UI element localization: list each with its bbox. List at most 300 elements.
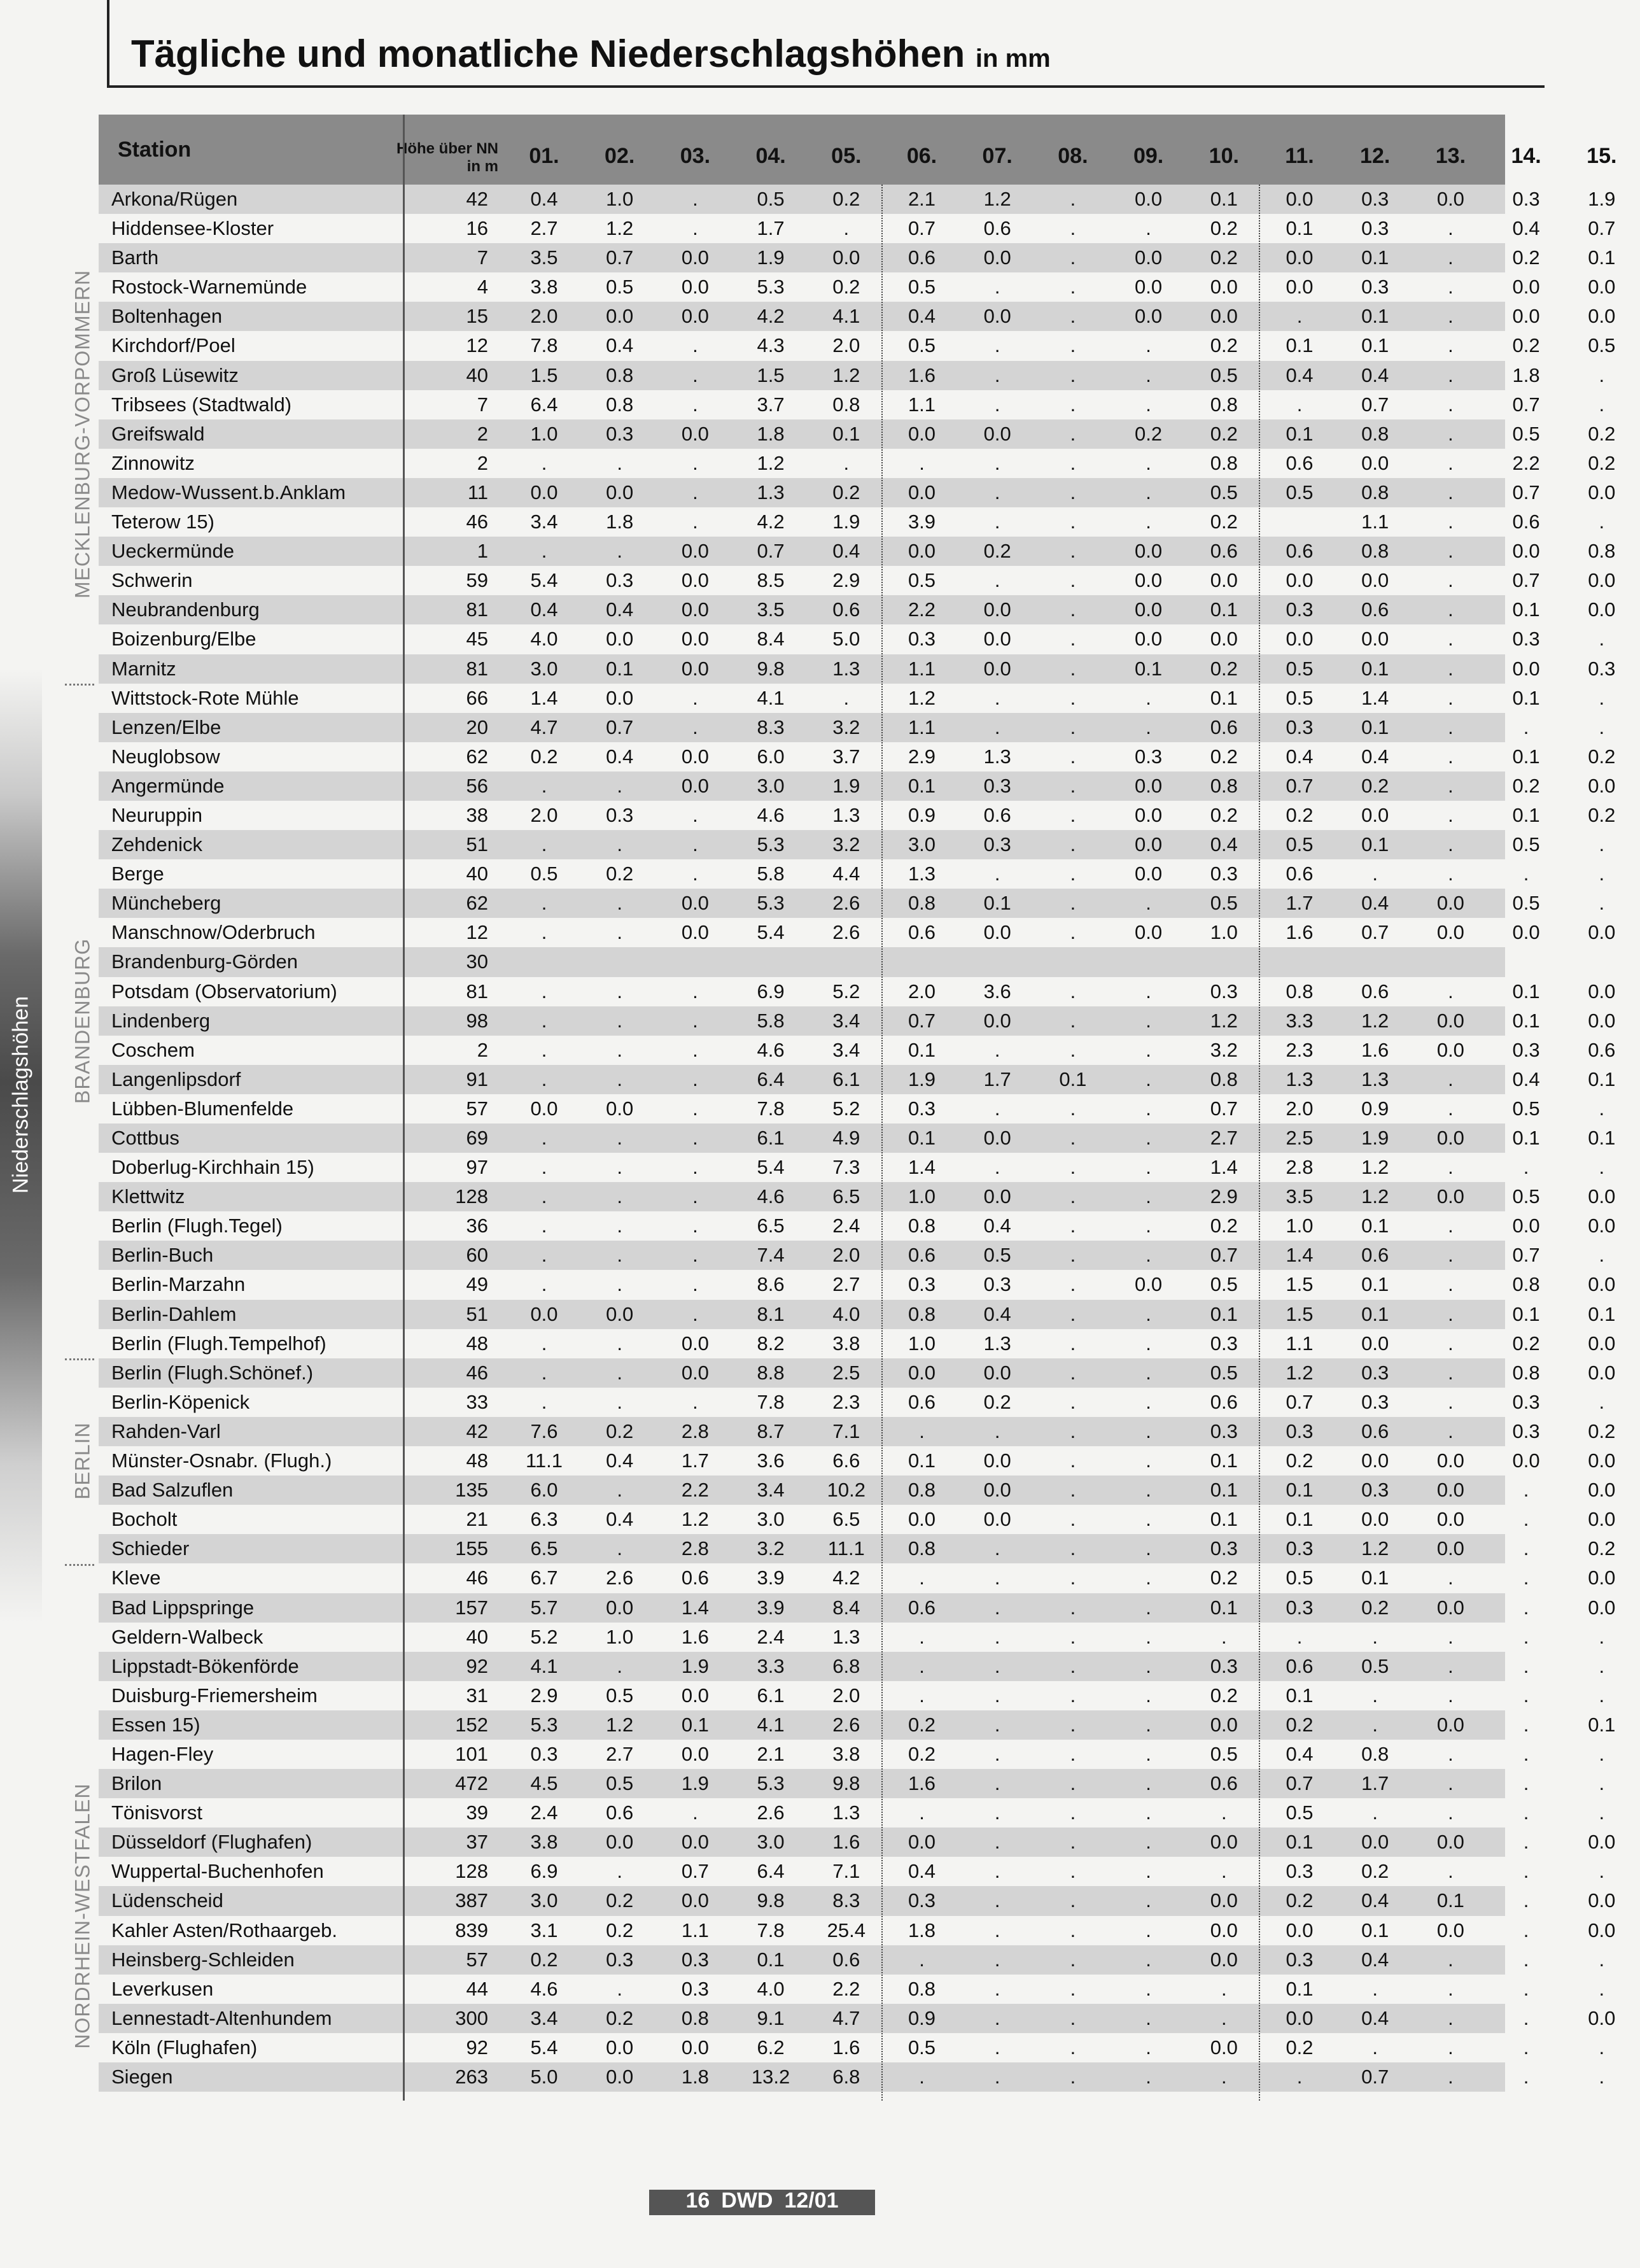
precip-value: 0.0 <box>1286 246 1314 269</box>
precip-value: 1.4 <box>1286 1244 1314 1267</box>
precip-value: 0.7 <box>1286 1390 1314 1413</box>
table-row <box>99 449 1616 478</box>
precip-value: 0.0 <box>1361 1449 1389 1472</box>
precip-value: 0.0 <box>1512 1449 1540 1472</box>
precip-value: . <box>692 980 698 1003</box>
precip-value: . <box>1221 1801 1227 1824</box>
precip-value: 0.8 <box>1210 774 1238 797</box>
precip-value: 0.0 <box>681 598 709 621</box>
precip-value: 6.5 <box>757 1215 785 1237</box>
precip-value: . <box>1070 246 1076 269</box>
precip-value: . <box>994 1742 1000 1765</box>
precip-value: 6.1 <box>757 1684 785 1707</box>
precip-value: 0.3 <box>1588 657 1616 680</box>
precip-value: . <box>1599 1801 1605 1824</box>
precip-value: 0.0 <box>1436 1127 1464 1149</box>
precip-value: 0.2 <box>1286 803 1314 826</box>
precip-value: 0.2 <box>1361 774 1389 797</box>
station-elevation: 51 <box>466 833 488 856</box>
precip-value: . <box>994 1831 1000 1854</box>
precip-value: . <box>1523 1919 1529 1941</box>
precip-value: 0.2 <box>1588 745 1616 768</box>
station-name: Berlin-Köpenick <box>111 1390 250 1413</box>
day-group-divider <box>881 185 883 2101</box>
precip-value: 0.1 <box>1286 1479 1314 1502</box>
precip-value: 0.7 <box>1588 217 1616 240</box>
precip-value: 0.2 <box>1512 246 1540 269</box>
region-name: BERLIN <box>71 1422 94 1500</box>
precip-value: . <box>1221 1625 1227 1648</box>
precip-value: 0.0 <box>908 1508 936 1531</box>
precip-value: 1.2 <box>681 1508 709 1531</box>
precip-value: 0.4 <box>530 598 558 621</box>
precip-value: 1.8 <box>757 422 785 445</box>
precip-value: . <box>1070 1948 1076 1971</box>
precip-value: 4.6 <box>757 1038 785 1061</box>
day-group-divider <box>1259 185 1260 2101</box>
precip-value: 0.0 <box>1361 1332 1389 1355</box>
precip-value: 0.1 <box>1512 686 1540 709</box>
precip-value: . <box>1448 540 1454 563</box>
precip-value: . <box>1599 2036 1605 2059</box>
precip-value: 1.2 <box>606 217 634 240</box>
precip-value: 8.4 <box>757 628 785 651</box>
table-row <box>99 713 1605 742</box>
precip-value: 0.1 <box>908 1449 936 1472</box>
station-elevation: 2 <box>477 422 488 445</box>
precip-value: 0.7 <box>1512 569 1540 592</box>
precip-value: 6.1 <box>757 1127 785 1149</box>
table-row <box>99 1945 1605 1975</box>
precip-value: . <box>919 1654 925 1677</box>
station-elevation: 44 <box>466 1977 488 2000</box>
precip-value: 0.3 <box>1210 863 1238 885</box>
precip-value: 6.0 <box>757 745 785 768</box>
precip-value: 0.0 <box>530 1302 558 1325</box>
precip-value: 0.0 <box>606 1097 634 1120</box>
precip-value: 0.0 <box>1135 628 1163 651</box>
table-row <box>99 1828 1616 1857</box>
precip-value: 0.0 <box>681 540 709 563</box>
station-name: Müncheberg <box>111 892 221 915</box>
precip-value: . <box>541 1361 547 1384</box>
precip-value: 0.3 <box>606 803 634 826</box>
precip-value: 4.3 <box>757 334 785 357</box>
precip-value: 0.3 <box>908 628 936 651</box>
header-day-12: 12. <box>1360 144 1391 168</box>
station-elevation: 152 <box>455 1713 488 1736</box>
precip-value: . <box>1448 1860 1454 1883</box>
precip-value: . <box>1221 1860 1227 1883</box>
precip-value: 0.3 <box>1361 217 1389 240</box>
precip-value: 1.2 <box>908 686 936 709</box>
precip-value: . <box>1070 657 1076 680</box>
precip-value: 0.0 <box>1135 305 1163 328</box>
precip-value: 4.0 <box>757 1977 785 2000</box>
precip-value: 0.2 <box>832 188 860 210</box>
precip-value: . <box>1070 1185 1076 1208</box>
precip-value: 0.0 <box>1588 481 1616 504</box>
precip-value: 0.6 <box>1210 1390 1238 1413</box>
precip-value: 0.0 <box>1135 246 1163 269</box>
precip-value: . <box>1448 2066 1454 2088</box>
precip-value: 0.0 <box>1436 1038 1464 1061</box>
precip-value: 0.3 <box>1512 1390 1540 1413</box>
precip-value: 4.5 <box>530 1772 558 1795</box>
precip-value: . <box>1448 2036 1454 2059</box>
precip-value: . <box>541 540 547 563</box>
precip-value: 3.4 <box>832 1038 860 1061</box>
table-row <box>99 185 1616 214</box>
precip-value: . <box>541 1127 547 1149</box>
precip-value: . <box>919 1419 925 1442</box>
precip-value: . <box>1146 393 1151 416</box>
precip-value: 1.5 <box>1286 1273 1314 1296</box>
precip-value: 1.0 <box>1210 921 1238 944</box>
precip-value: . <box>1146 1185 1151 1208</box>
station-name: Neuruppin <box>111 803 203 826</box>
precip-value: 0.7 <box>1210 1097 1238 1120</box>
precip-value: 0.0 <box>1286 1919 1314 1941</box>
table-row <box>99 1006 1616 1036</box>
precip-value: 0.8 <box>606 393 634 416</box>
precip-value: . <box>1146 1977 1151 2000</box>
table-row <box>99 889 1605 918</box>
precip-value: 0.3 <box>681 1948 709 1971</box>
table-row <box>99 1798 1605 1828</box>
precip-value: 5.3 <box>757 892 785 915</box>
precip-value: . <box>994 686 1000 709</box>
precip-value: 0.0 <box>983 1009 1011 1032</box>
precip-value: . <box>617 1860 622 1883</box>
precip-value: . <box>919 1684 925 1707</box>
precip-value: . <box>994 1654 1000 1677</box>
station-name: Berlin-Marzahn <box>111 1273 246 1296</box>
precip-value: . <box>919 1801 925 1824</box>
precip-value: . <box>1372 1977 1378 2000</box>
station-elevation: 31 <box>466 1684 488 1707</box>
precip-value: . <box>692 1801 698 1824</box>
precip-value: . <box>1146 334 1151 357</box>
precip-value: 0.5 <box>1210 363 1238 386</box>
precip-value: 2.3 <box>1286 1038 1314 1061</box>
precip-value: . <box>617 1332 622 1355</box>
precip-value: 0.0 <box>1436 1831 1464 1854</box>
precip-value: . <box>541 1038 547 1061</box>
precip-value: 2.6 <box>832 1713 860 1736</box>
precip-value: 11.1 <box>525 1449 563 1472</box>
precip-value: 1.0 <box>908 1185 936 1208</box>
precip-value: 0.0 <box>1512 305 1540 328</box>
precip-value: 1.1 <box>681 1919 709 1941</box>
precip-value: 3.2 <box>1210 1038 1238 1061</box>
precip-value: . <box>1070 863 1076 885</box>
station-elevation: 51 <box>466 1302 488 1325</box>
precip-value: 0.4 <box>1361 892 1389 915</box>
precip-value: . <box>1070 1244 1076 1267</box>
precip-value: 4.2 <box>757 305 785 328</box>
precip-value: . <box>1448 569 1454 592</box>
precip-value: . <box>541 1390 547 1413</box>
region-separator <box>65 1358 94 1360</box>
precip-value: 0.0 <box>1588 1567 1616 1589</box>
precip-value: . <box>1070 1127 1076 1149</box>
precip-value: . <box>1448 305 1454 328</box>
column-divider <box>403 115 405 2101</box>
precip-value: 0.5 <box>1512 1185 1540 1208</box>
precip-value: . <box>1070 422 1076 445</box>
precip-value: 2.1 <box>908 188 936 210</box>
precip-value: 0.5 <box>1210 1361 1238 1384</box>
precip-value: 1.3 <box>832 803 860 826</box>
precip-value: 7.1 <box>832 1860 860 1883</box>
precip-value: . <box>1070 1684 1076 1707</box>
station-name: Lippstadt-Bökenförde <box>111 1654 299 1677</box>
precip-value: . <box>1146 2066 1151 2088</box>
precip-value: 3.4 <box>530 2006 558 2029</box>
precip-value: . <box>1146 2036 1151 2059</box>
precip-value: . <box>692 334 698 357</box>
precip-value: 0.0 <box>1210 1948 1238 1971</box>
precip-value: 5.4 <box>757 1156 785 1179</box>
precip-value: . <box>1448 774 1454 797</box>
precip-value: 6.5 <box>832 1185 860 1208</box>
station-name: Angermünde <box>111 774 225 797</box>
precip-value: 3.0 <box>530 1889 558 1912</box>
precip-value: 0.0 <box>908 481 936 504</box>
precip-value: 0.5 <box>1210 1273 1238 1296</box>
precip-value: 1.6 <box>681 1625 709 1648</box>
precip-value: 0.0 <box>1436 1185 1464 1208</box>
precip-value: 0.3 <box>606 422 634 445</box>
station-name: Rostock-Warnemünde <box>111 276 307 299</box>
station-name: Boizenburg/Elbe <box>111 628 256 651</box>
station-elevation: 48 <box>466 1449 488 1472</box>
precip-value: 0.6 <box>1588 1038 1616 1061</box>
header-day-11: 11. <box>1285 144 1314 168</box>
precip-value: . <box>1146 1419 1151 1442</box>
precip-value: . <box>1448 422 1454 445</box>
header-station: Station <box>118 137 192 162</box>
precip-value: 0.3 <box>1210 1332 1238 1355</box>
precip-value: 1.2 <box>1361 1537 1389 1560</box>
table-row <box>99 1505 1616 1534</box>
precip-value: 0.5 <box>1361 1654 1389 1677</box>
precip-value: 1.0 <box>1286 1215 1314 1237</box>
precip-value: 0.0 <box>1588 980 1616 1003</box>
precip-value: 0.0 <box>681 1684 709 1707</box>
precip-value: 0.8 <box>908 1537 936 1560</box>
precip-value: . <box>617 774 622 797</box>
station-name: Heinsberg-Schleiden <box>111 1948 295 1971</box>
precip-value: . <box>1448 1742 1454 1765</box>
table-row <box>99 1241 1605 1270</box>
precip-value: . <box>1070 1889 1076 1912</box>
table-row <box>99 390 1605 419</box>
precip-value: 4.7 <box>530 715 558 738</box>
precip-value: . <box>994 863 1000 885</box>
precip-value: . <box>1070 1801 1076 1824</box>
station-name: Duisburg-Friemersheim <box>111 1684 318 1707</box>
precip-value: 5.3 <box>757 1772 785 1795</box>
precip-value: 0.4 <box>1512 217 1540 240</box>
station-elevation: 57 <box>466 1097 488 1120</box>
precip-value: . <box>1448 1567 1454 1589</box>
precip-value: . <box>541 1215 547 1237</box>
station-name: Lindenberg <box>111 1009 211 1032</box>
precip-value: . <box>994 569 1000 592</box>
station-name: Düsseldorf (Flughafen) <box>111 1831 312 1854</box>
station-elevation: 40 <box>466 863 488 885</box>
table-row <box>99 419 1616 449</box>
precip-value: . <box>919 1948 925 1971</box>
precip-value: . <box>1296 305 1303 328</box>
precip-value: 0.0 <box>681 305 709 328</box>
precip-value: 13.2 <box>751 2066 790 2088</box>
station-name: Groß Lüsewitz <box>111 363 239 386</box>
table-row <box>99 624 1605 654</box>
precip-value: . <box>617 540 622 563</box>
precip-value: 0.7 <box>1512 393 1540 416</box>
precip-value: . <box>1599 686 1605 709</box>
precip-value: 0.6 <box>983 803 1011 826</box>
precip-value: . <box>692 715 698 738</box>
table-row <box>99 1094 1605 1123</box>
precip-value: 2.4 <box>530 1801 558 1824</box>
table-row <box>99 830 1605 859</box>
station-elevation: 40 <box>466 1625 488 1648</box>
precip-value: 0.3 <box>908 1273 936 1296</box>
station-elevation: 11 <box>467 481 488 504</box>
precip-value: 0.0 <box>1436 1508 1464 1531</box>
precip-value: 6.4 <box>757 1860 785 1883</box>
precip-value: 0.2 <box>1286 1713 1314 1736</box>
precip-value: . <box>1448 1977 1454 2000</box>
precip-value: . <box>1146 1684 1151 1707</box>
precip-value: . <box>1070 481 1076 504</box>
precip-value: 0.0 <box>1588 305 1616 328</box>
precip-value: 7.8 <box>757 1919 785 1941</box>
precip-value: 1.8 <box>606 511 634 533</box>
precip-value: . <box>617 1009 622 1032</box>
precip-value: 0.0 <box>1210 305 1238 328</box>
precip-value: 0.1 <box>908 774 936 797</box>
station-elevation: 46 <box>466 511 488 533</box>
precip-value: 5.7 <box>530 1596 558 1619</box>
precip-value: 0.6 <box>1210 540 1238 563</box>
precip-value: 0.3 <box>1286 1419 1314 1442</box>
precip-value: 0.3 <box>1286 598 1314 621</box>
precip-value: 3.0 <box>908 833 936 856</box>
precip-value: 6.8 <box>832 1654 860 1677</box>
table-row <box>99 1476 1616 1505</box>
precip-value: 0.0 <box>1135 276 1163 299</box>
station-elevation: 472 <box>455 1772 488 1795</box>
precip-value: . <box>1146 1889 1151 1912</box>
precip-value: 0.0 <box>1436 1713 1464 1736</box>
station-name: Tribsees (Stadtwald) <box>111 393 292 416</box>
station-name: Siegen <box>111 2066 173 2088</box>
precip-value: 0.3 <box>1286 1537 1314 1560</box>
precip-value: . <box>1599 1390 1605 1413</box>
precip-value: 1.3 <box>1286 1067 1314 1090</box>
precip-value: . <box>1523 2066 1529 2088</box>
precip-value: . <box>994 1713 1000 1736</box>
table-row <box>99 1036 1616 1065</box>
precip-value: 0.1 <box>1588 1067 1616 1090</box>
precip-value: 0.0 <box>681 657 709 680</box>
precip-value: 0.3 <box>983 1273 1011 1296</box>
precip-value: . <box>1523 1977 1529 2000</box>
precip-value: . <box>994 334 1000 357</box>
precip-value: 0.1 <box>1361 1919 1389 1941</box>
precip-value: 1.3 <box>1361 1067 1389 1090</box>
precip-value: 0.1 <box>1588 1302 1616 1325</box>
precip-value: 0.3 <box>908 1097 936 1120</box>
table-row <box>99 977 1616 1006</box>
precip-value: . <box>1523 1889 1529 1912</box>
precip-value: 0.2 <box>1361 1860 1389 1883</box>
precip-value: 0.8 <box>908 1215 936 1237</box>
station-name: Münster-Osnabr. (Flugh.) <box>111 1449 332 1472</box>
precip-value: 0.1 <box>606 657 634 680</box>
precip-value: 0.4 <box>1512 1067 1540 1090</box>
precip-value: . <box>1070 1390 1076 1413</box>
precip-value: . <box>617 1127 622 1149</box>
precip-value: 1.6 <box>908 1772 936 1795</box>
precip-value: 1.8 <box>681 2066 709 2088</box>
precip-value: 8.7 <box>757 1419 785 1442</box>
table-row <box>99 1300 1616 1329</box>
station-elevation: 81 <box>466 598 488 621</box>
precip-value: 0.2 <box>1210 1215 1238 1237</box>
precip-value: 0.1 <box>1361 833 1389 856</box>
precip-value: . <box>1523 1508 1529 1531</box>
precip-value: . <box>1296 1625 1303 1648</box>
station-elevation: 263 <box>455 2066 488 2088</box>
precip-value: 5.2 <box>832 980 860 1003</box>
precip-value: . <box>1146 1772 1151 1795</box>
precip-value: 0.7 <box>908 217 936 240</box>
precip-value: 5.3 <box>530 1713 558 1736</box>
precip-value: 0.6 <box>1286 451 1314 474</box>
precip-value: 3.0 <box>757 1831 785 1854</box>
station-elevation: 45 <box>466 628 488 651</box>
precip-value: 0.1 <box>1361 1215 1389 1237</box>
precip-value: 0.1 <box>1361 715 1389 738</box>
station-elevation: 20 <box>466 715 488 738</box>
precip-value: 0.5 <box>1286 657 1314 680</box>
precip-value: 0.7 <box>1512 1244 1540 1267</box>
precip-value: 0.0 <box>983 1508 1011 1531</box>
precip-value: 1.4 <box>908 1156 936 1179</box>
station-elevation: 92 <box>466 1654 488 1677</box>
precip-value: 3.8 <box>832 1332 860 1355</box>
precip-value: 0.0 <box>1512 276 1540 299</box>
precip-value: 0.8 <box>1361 540 1389 563</box>
precip-value: 5.4 <box>530 2036 558 2059</box>
precip-value: 4.6 <box>530 1977 558 2000</box>
station-name: Zehdenick <box>111 833 203 856</box>
precip-value: . <box>1146 1713 1151 1736</box>
precip-value: 1.0 <box>606 188 634 210</box>
precip-value: 0.0 <box>606 686 634 709</box>
precip-value: . <box>1070 217 1076 240</box>
precip-value: 2.5 <box>1286 1127 1314 1149</box>
station-elevation: 387 <box>455 1889 488 1912</box>
precip-value: . <box>692 451 698 474</box>
precip-value: 3.1 <box>530 1919 558 1941</box>
